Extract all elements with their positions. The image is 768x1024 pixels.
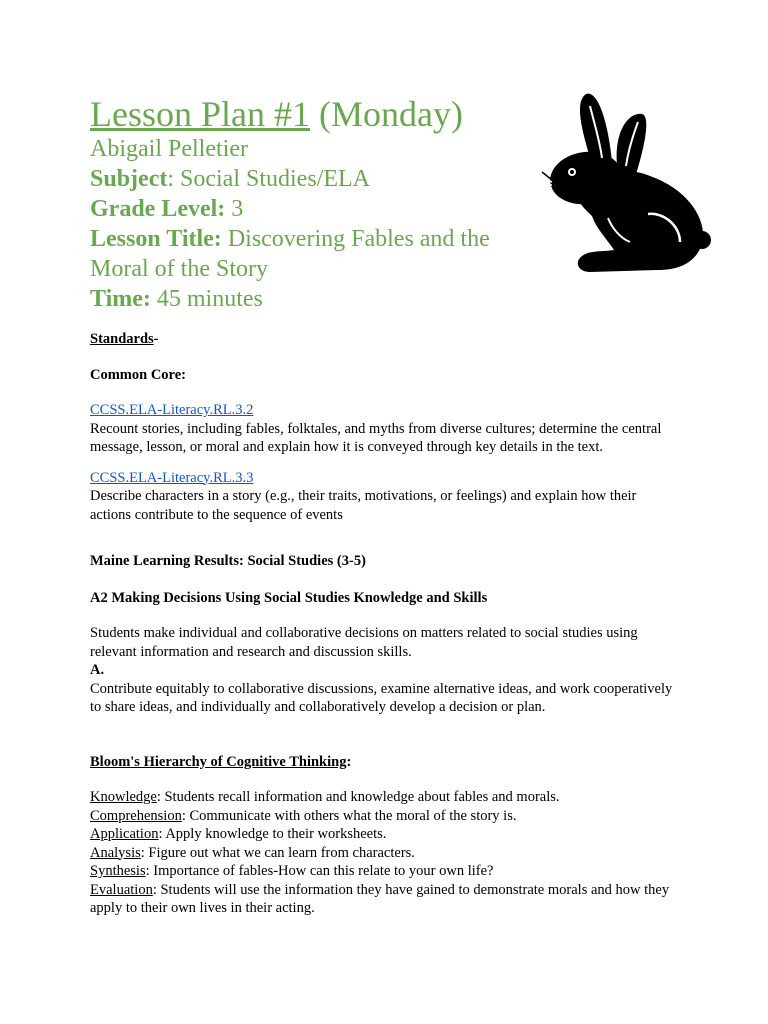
standard-2-link[interactable]: CCSS.ELA-Literacy.RL.3.3 (90, 469, 254, 486)
a2-text: Students make individual and collaborative decisions on matters related to social studies using relevant information and research and discussion skills. (90, 625, 638, 660)
blooms-heading-text: Bloom's Hierarchy of Cognitive Thinking (90, 753, 347, 770)
blooms-heading (90, 753, 680, 772)
blooms-text: : Students will use the information they have gained to demonstrate morals and how they apply to their own lives in their acting. (90, 881, 670, 916)
document-body (90, 330, 680, 918)
standards-heading-text: Standards (90, 331, 154, 347)
a2-heading: A2 Making Decisions Using Social Studies Knowledge and Skills (90, 589, 488, 606)
blooms-label: Knowledge (90, 789, 157, 805)
maine-heading: Maine Learning Results: Social Studies (3-5) (90, 553, 366, 569)
subject-line (90, 164, 540, 194)
blooms-text: : Apply knowledge to their worksheets. (158, 826, 387, 842)
standards-heading-suffix: - (153, 331, 159, 347)
standard-1-link[interactable]: CCSS.ELA-Literacy.RL.3.2 (90, 402, 254, 418)
blooms-item-synthesis (90, 862, 680, 881)
blooms-text: : Communicate with others what the moral of the story is. (181, 807, 517, 824)
time-label: Time: (90, 286, 151, 312)
subject-value: : Social Studies/ELA (167, 166, 370, 192)
lesson-title-line (90, 224, 540, 284)
common-core-heading: Common Core: (90, 366, 186, 383)
blooms-label: Synthesis (90, 863, 146, 879)
blooms-item-application (90, 825, 680, 844)
blooms-text: : Students recall information and knowledge about fables and morals. (156, 789, 560, 805)
grade-label: Grade Level: (90, 196, 226, 222)
blooms-label: Application (90, 826, 159, 842)
page-title (90, 94, 540, 134)
rabbit-icon (530, 92, 712, 276)
blooms-text: : Importance of fables-How can this relate to your own life? (145, 863, 494, 879)
lesson-day: (Monday) (310, 94, 463, 134)
grade-value: 3 (225, 196, 244, 222)
blooms-label: Evaluation (90, 881, 153, 898)
lesson-title-value: Discovering Fables and the Moral of the Story (90, 226, 490, 282)
blooms-item-knowledge (90, 788, 680, 807)
standard-2-text: Describe characters in a story (e.g., their traits, motivations, or feelings) and explain how their actions contribute to the sequence of events (90, 488, 637, 523)
standards-heading (90, 330, 680, 349)
grade-line (90, 194, 540, 224)
subject-label: Subject (90, 166, 168, 192)
author-name: Abigail Pelletier (90, 136, 248, 162)
lesson-header (90, 94, 540, 314)
blooms-heading-suffix: : (346, 753, 352, 770)
time-value: 45 minutes (150, 286, 263, 312)
blooms-item-evaluation (90, 881, 680, 918)
blooms-item-comprehension (90, 807, 680, 826)
lesson-plan-title: Lesson Plan #1 (90, 94, 310, 134)
standard-1 (90, 401, 680, 420)
blooms-label: Analysis (90, 844, 141, 861)
a-label: A. (90, 662, 105, 678)
time-line (90, 284, 540, 314)
standard-1-text: Recount stories, including fables, folktales, and myths from diverse cultures; determine the central message, lesson, or moral and explain how it is conveyed through key details in the text. (90, 420, 662, 455)
blooms-item-analysis (90, 844, 680, 863)
lesson-title-label: Lesson Title: (90, 226, 222, 252)
a-text: Contribute equitably to collaborative discussions, examine alternative ideas, and work cooperatively to share ideas, and individually and collaboratively develop a decision or plan. (90, 680, 673, 715)
standard-2 (90, 469, 680, 488)
blooms-text: : Figure out what we can learn from characters. (140, 844, 415, 861)
blooms-label: Comprehension (90, 807, 182, 824)
